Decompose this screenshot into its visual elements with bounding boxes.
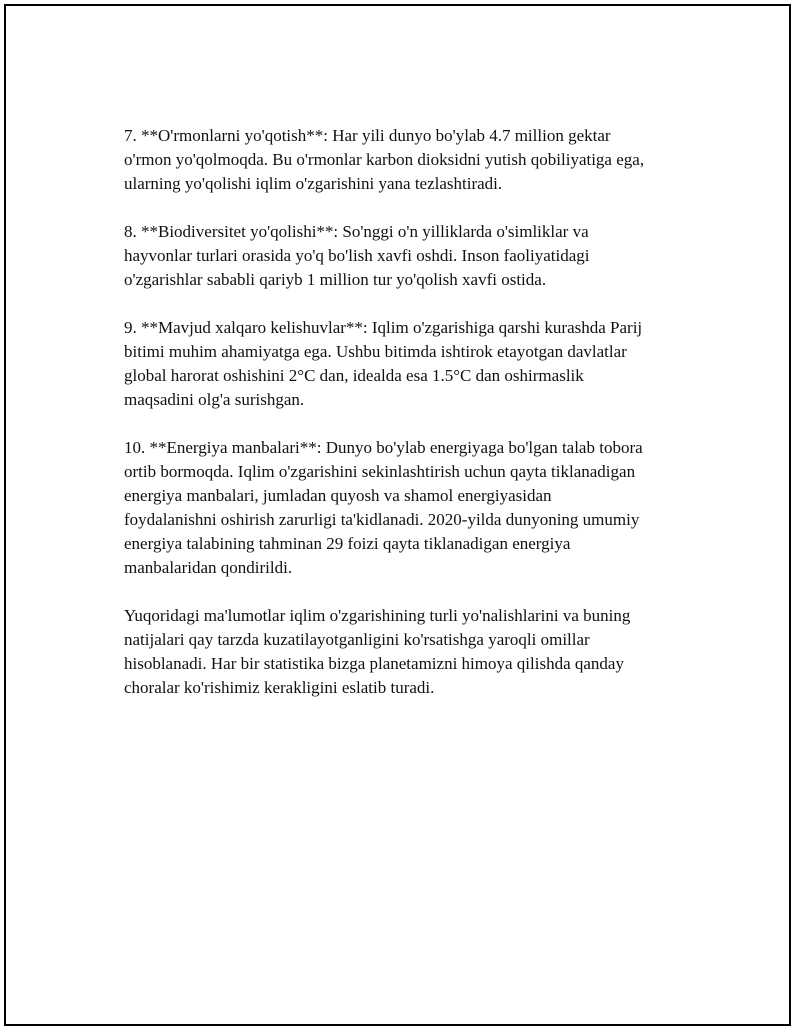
text-line: global harorat oshishini 2°C dan, idealda esa 1.5°C dan oshirmaslik [124, 366, 584, 385]
text-line: 7. **O'rmonlarni yo'qotish**: Har yili dunyo bo'ylab 4.7 million gektar [124, 126, 611, 145]
paragraph-energy-sources [124, 436, 704, 580]
page-frame [4, 4, 791, 1026]
text-line: hayvonlar turlari orasida yo'q bo'lish xavfi oshdi. Inson faoliyatidagi [124, 246, 590, 265]
document-body [124, 124, 704, 724]
paragraph-biodiversity-loss [124, 220, 704, 292]
paragraph-international-agreements [124, 316, 704, 412]
text-line: 10. **Energiya manbalari**: Dunyo bo'ylab energiyaga bo'lgan talab tobora [124, 438, 643, 457]
text-line: maqsadini olg'a surishgan. [124, 390, 305, 409]
text-line: hisoblanadi. Har bir statistika bizga planetamizni himoya qilishda qanday [124, 654, 624, 673]
text-line: o'zgarishlar sababli qariyb 1 million tur yo'qolish xavfi ostida. [124, 270, 547, 289]
text-line: natijalari qay tarzda kuzatilayotganligini ko'rsatishga yaroqli omillar [124, 630, 590, 649]
text-line: o'rmon yo'qolmoqda. Bu o'rmonlar karbon dioksidni yutish qobiliyatiga ega, [124, 150, 645, 169]
text-line: ortib bormoqda. Iqlim o'zgarishini sekinlashtirish uchun qayta tiklanadigan [124, 462, 636, 481]
text-line: foydalanishni oshirish zarurligi ta'kidlanadi. 2020-yilda dunyoning umumiy [124, 510, 640, 529]
text-line: energiya talabining tahminan 29 foizi qayta tiklanadigan energiya [124, 534, 571, 553]
text-line: Yuqoridagi ma'lumotlar iqlim o'zgarishining turli yo'nalishlarini va buning [124, 606, 631, 625]
paragraph-conclusion [124, 604, 704, 700]
text-line: bitimi muhim ahamiyatga ega. Ushbu bitimda ishtirok etayotgan davlatlar [124, 342, 627, 361]
paragraph-forest-loss [124, 124, 704, 196]
text-line: manbalaridan qondirildi. [124, 558, 293, 577]
text-line: ularning yo'qolishi iqlim o'zgarishini yana tezlashtiradi. [124, 174, 503, 193]
text-line: 8. **Biodiversitet yo'qolishi**: So'nggi o'n yilliklarda o'simliklar va [124, 222, 589, 241]
text-line: energiya manbalari, jumladan quyosh va shamol energiyasidan [124, 486, 552, 505]
text-line: choralar ko'rishimiz kerakligini eslatib turadi. [124, 678, 435, 697]
text-line: 9. **Mavjud xalqaro kelishuvlar**: Iqlim o'zgarishiga qarshi kurashda Parij [124, 318, 643, 337]
